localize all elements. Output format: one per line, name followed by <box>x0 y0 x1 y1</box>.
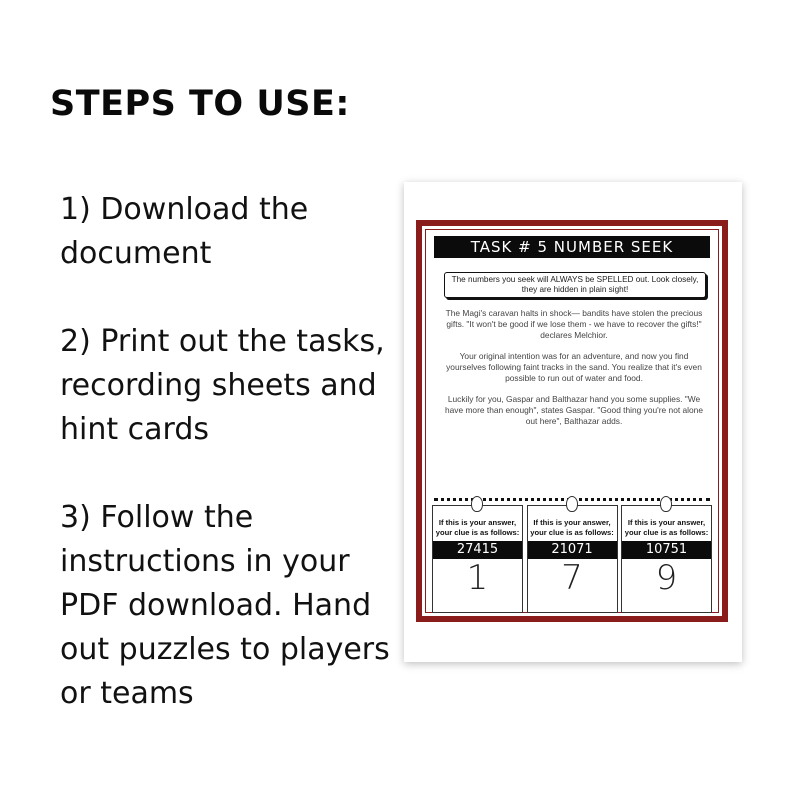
card-instruction: If this is your answer, your clue is as follows: <box>624 518 709 537</box>
clue-card <box>432 505 523 613</box>
page-heading: STEPS TO USE: <box>50 84 350 124</box>
card-answer: 27415 <box>433 541 522 559</box>
card-clue: 1 <box>466 558 489 598</box>
task-frame-inner <box>425 229 719 613</box>
document-preview <box>404 182 742 662</box>
step-2: 2) Print out the tasks, recording sheets and hint cards <box>60 324 385 447</box>
card-answer: 10751 <box>622 541 711 559</box>
story-text <box>440 308 708 437</box>
card-instruction: If this is your answer, your clue is as follows: <box>530 518 614 537</box>
pushpin-icon <box>660 496 672 512</box>
notice-box: The numbers you seek will ALWAYS be SPELLED out. Look closely, they are hidden in plain sight! <box>444 272 706 298</box>
task-title: TASK # 5 NUMBER SEEK <box>434 236 710 258</box>
task-frame <box>416 220 728 622</box>
clue-card <box>621 505 712 613</box>
story-paragraph: Luckily for you, Gaspar and Balthazar hand you some supplies. "We have more than enough", states Gaspar. "Good thing you're not alone out here", Balthazar adds. <box>444 394 704 426</box>
card-instruction: If this is your answer, your clue is as follows: <box>435 518 520 537</box>
card-answer: 21071 <box>528 541 617 559</box>
story-paragraph: Your original intention was for an adventure, and now you find yourselves following faint tracks in the sand. You realize that it's even possible to run out of water and food. <box>446 351 702 383</box>
step-1: 1) Download the document <box>60 192 309 271</box>
pushpin-icon <box>471 496 483 512</box>
steps-list <box>60 188 400 716</box>
card-clue: 9 <box>655 558 678 598</box>
story-paragraph: The Magi's caravan halts in shock— bandits have stolen the precious gifts. "It won't be good if we lose them - we have to recover the gifts!" declares Melchior. <box>445 308 703 340</box>
card-clue: 7 <box>561 558 583 598</box>
pushpin-icon <box>566 496 578 512</box>
clue-card <box>527 505 618 613</box>
clue-cards <box>432 505 712 613</box>
step-3: 3) Follow the instructions in your PDF download. Hand out puzzles to players or teams <box>60 500 390 711</box>
